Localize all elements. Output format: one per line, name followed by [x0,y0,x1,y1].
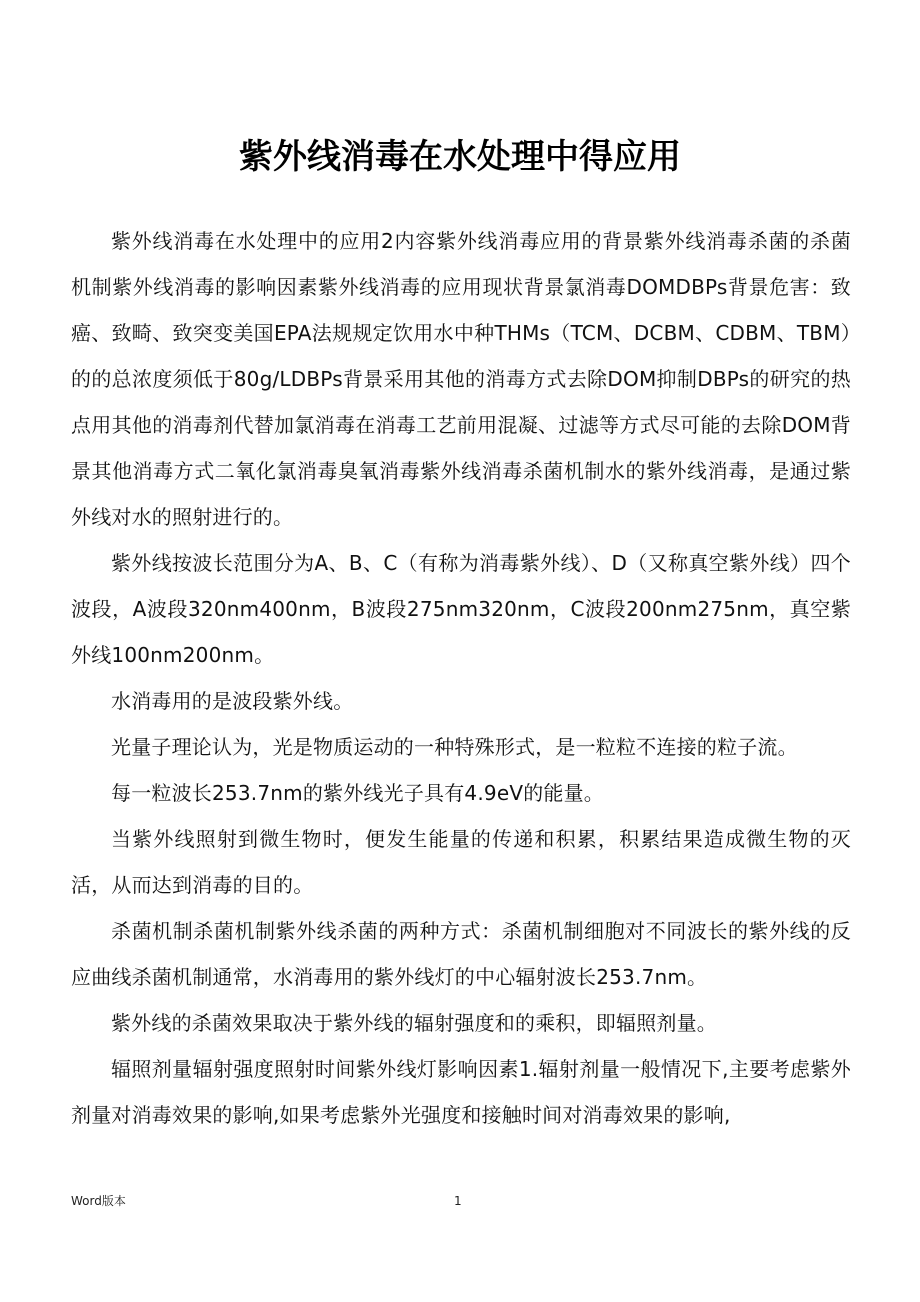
document-title: 紫外线消毒在水处理中得应用 [239,137,681,177]
paragraph: 紫外线消毒在水处理中的应用2内容紫外线消毒应用的背景紫外线消毒杀菌的杀菌机制紫外线消毒的影响因素紫外线消毒的应用现状背景氯消毒DOMDBPs背景危害：致癌、致畸、致突变美国EPA法规规定饮用水中种THMs（TCM、DCBM、CDBM、TBM）的的总浓度须低于80g/LDBPs背景采用其他的消毒方式去除DOM抑制DBPs的研究的热点用其他的消毒剂代替加氯消毒在消毒工艺前用混凝、过滤等方式尽可能的去除DOM背景其他消毒方式二氧化氯消毒臭氧消毒紫外线消毒杀菌机制水的紫外线消毒，是通过紫外线对水的照射进行的。 [71,229,851,529]
page-number: 1 [454,1194,462,1208]
paragraph: 光量子理论认为，光是物质运动的一种特殊形式，是一粒粒不连接的粒子流。 [111,735,798,759]
paragraph: 当紫外线照射到微生物时，便发生能量的传递和积累，积累结果造成微生物的灭活，从而达到消毒的目的。 [71,827,851,897]
paragraph: 紫外线的杀菌效果取决于紫外线的辐射强度和的乘积，即辐照剂量。 [111,1011,717,1035]
paragraph: 每一粒波长253.7nm的紫外线光子具有4.9eV的能量。 [111,781,605,805]
document-body [71,218,851,1138]
paragraph: 紫外线按波长范围分为A、B、C（有称为消毒紫外线）、D（又称真空紫外线）四个波段，A波段320nm400nm，B波段275nm320nm，C波段200nm275nm，真空紫外线100nm200nm。 [71,551,851,667]
paragraph: 杀菌机制杀菌机制紫外线杀菌的两种方式：杀菌机制细胞对不同波长的紫外线的反应曲线杀菌机制通常，水消毒用的紫外线灯的中心辐射波长253.7nm。 [71,919,851,989]
paragraph: 辐照剂量辐射强度照射时间紫外线灯影响因素1.辐射剂量一般情况下,主要考虑紫外剂量对消毒效果的影响,如果考虑紫外光强度和接触时间对消毒效果的影响, [71,1057,851,1127]
paragraph: 水消毒用的是波段紫外线。 [111,689,354,713]
footer-label: Word版本 [71,1194,126,1208]
